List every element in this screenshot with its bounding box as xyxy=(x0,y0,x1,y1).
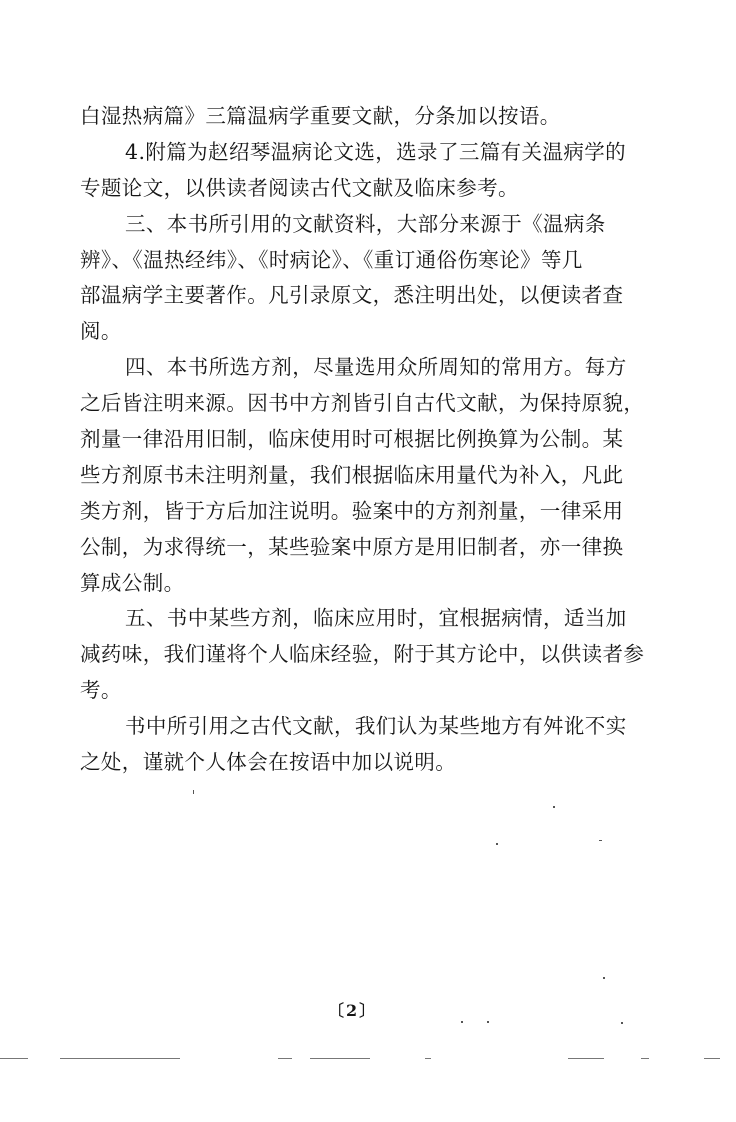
scan-speck xyxy=(496,843,498,845)
body-text xyxy=(80,99,650,781)
text-line: 阅。 xyxy=(80,319,122,344)
scan-speck xyxy=(193,790,194,794)
text-line: 公制，为求得统一，某些验案中原方是用旧制者，亦一律换 xyxy=(80,534,624,559)
text-line: 算成公制。 xyxy=(80,570,185,595)
scan-speck xyxy=(461,1021,463,1023)
text-line: 五、书中某些方剂，临床应用时，宜根据病情，适当加 xyxy=(125,606,627,631)
text-line: 辨》、《温热经纬》、《时病论》、《重订通俗伤寒论》等几 xyxy=(80,247,583,272)
text-line: 类方剂，皆于方后加注说明。验案中的方剂剂量，一律采用 xyxy=(80,498,624,523)
text-line: 四、本书所选方剂，尽量选用众所周知的常用方。每方 xyxy=(125,355,627,380)
text-line: 专题论文，以供读者阅读古代文献及临床参考。 xyxy=(80,175,519,200)
scan-rule xyxy=(425,1058,431,1059)
scan-rule xyxy=(310,1058,370,1059)
scan-speck xyxy=(487,1021,489,1023)
scan-speck xyxy=(603,977,605,979)
text-line: 部温病学主要著作。凡引录原文，悉注明出处，以便读者查 xyxy=(80,283,624,308)
text-line: 白湿热病篇》三篇温病学重要文献，分条加以按语。 xyxy=(80,104,561,128)
scan-rule xyxy=(0,1058,28,1059)
scan-rule xyxy=(641,1058,649,1059)
scan-rule xyxy=(568,1058,604,1059)
scan-speck xyxy=(553,806,555,808)
text-line: 些方剂原书未注明剂量，我们根据临床用量代为补入，凡此 xyxy=(80,462,624,487)
page-number: 〔2〕 xyxy=(328,1001,378,1020)
scan-rule xyxy=(60,1058,180,1059)
text-line: 书中所引用之古代文献，我们认为某些地方有舛讹不实 xyxy=(125,714,627,739)
text-line: 考。 xyxy=(80,678,122,703)
text-line: 减药味，我们谨将个人临床经验，附于其方论中，以供读者参 xyxy=(80,642,645,667)
text-line: 之后皆注明来源。因书中方剂皆引自古代文献，为保持原貌， xyxy=(80,391,645,416)
scan-rule xyxy=(704,1058,720,1059)
text-line: 4.附篇为赵绍琴温病论文选，选录了三篇有关温病学的 xyxy=(125,139,627,164)
scan-rule xyxy=(278,1058,292,1059)
text-line: 剂量一律沿用旧制，临床使用时可根据比例换算为公制。某 xyxy=(80,427,624,452)
scan-speck xyxy=(621,1022,623,1024)
text-line: 三、本书所引用的文献资料，大部分来源于《温病条 xyxy=(125,211,606,236)
text-line: 之处，谨就个人体会在按语中加以说明。 xyxy=(80,750,457,775)
scan-speck xyxy=(599,840,602,841)
